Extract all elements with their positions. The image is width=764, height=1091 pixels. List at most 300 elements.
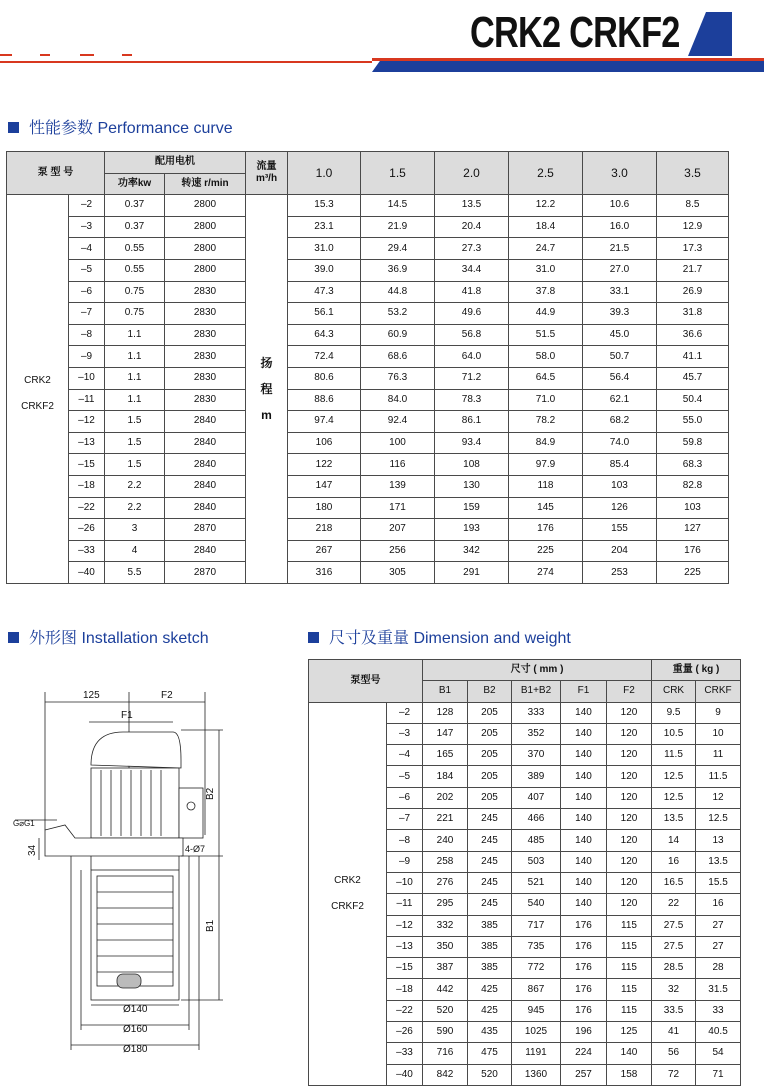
dim-value: 176 <box>561 979 607 1000</box>
motor-cover <box>91 732 181 768</box>
perf-head-value: 85.4 <box>583 454 657 476</box>
dim-model-suffix: –5 <box>387 766 423 787</box>
perf-head-value: 88.6 <box>288 389 361 411</box>
dim-value: 176 <box>561 958 607 979</box>
perf-row <box>7 454 729 476</box>
perf-head-value: 44.8 <box>361 281 435 303</box>
perf-head-value: 64.5 <box>509 367 583 389</box>
sketch-label-b2: B2 <box>205 787 216 800</box>
dim-value: 205 <box>468 787 512 808</box>
perf-head-value: 55.0 <box>657 411 729 433</box>
pump-inlet <box>117 974 141 988</box>
dim-header-size: 尺寸 ( mm ) <box>423 660 652 681</box>
dim-value: 9 <box>696 702 741 723</box>
perf-head-value: 86.1 <box>435 411 509 433</box>
perf-head-value: 33.1 <box>583 281 657 303</box>
dim-value: 385 <box>468 958 512 979</box>
perf-model-name <box>7 195 69 584</box>
perf-head-value: 45.0 <box>583 324 657 346</box>
model-name-a: CRK2 <box>24 375 51 387</box>
section-square-icon <box>8 632 19 643</box>
dim-value: 14 <box>652 830 696 851</box>
dim-value: 842 <box>423 1064 468 1085</box>
perf-head-value: 76.3 <box>361 367 435 389</box>
dim-value: 442 <box>423 979 468 1000</box>
dim-model-suffix: –40 <box>387 1064 423 1085</box>
dim-value: 27 <box>696 936 741 957</box>
perf-head-char: 程 <box>260 382 273 397</box>
perf-head-value: 225 <box>509 540 583 562</box>
dim-value: 205 <box>468 745 512 766</box>
perf-header-flow-label: 流量 <box>256 161 277 173</box>
dim-value: 389 <box>512 766 561 787</box>
perf-body <box>7 195 729 584</box>
dim-value: 590 <box>423 1022 468 1043</box>
dim-header-row <box>309 660 741 681</box>
dim-value: 772 <box>512 958 561 979</box>
dim-value: 205 <box>468 723 512 744</box>
perf-head-value: 59.8 <box>657 432 729 454</box>
perf-power: 3 <box>105 519 165 541</box>
dim-value: 140 <box>561 872 607 893</box>
dim-value: 295 <box>423 894 468 915</box>
perf-head-value: 27.3 <box>435 238 509 260</box>
dim-value: 140 <box>561 851 607 872</box>
dim-value: 33 <box>696 1000 741 1021</box>
dim-col-header: CRKF <box>696 681 741 702</box>
perf-head-value: 92.4 <box>361 411 435 433</box>
perf-head-value: 180 <box>288 497 361 519</box>
perf-head-char: 扬 <box>260 356 273 371</box>
dim-value: 120 <box>607 723 652 744</box>
perf-head-value: 23.1 <box>288 216 361 238</box>
perf-head-value: 78.3 <box>435 389 509 411</box>
perf-header-power: 功率kw <box>105 173 165 195</box>
dim-value: 120 <box>607 702 652 723</box>
dim-value: 520 <box>468 1064 512 1085</box>
dim-value: 115 <box>607 1000 652 1021</box>
perf-head-value: 68.3 <box>657 454 729 476</box>
dim-model-suffix: –10 <box>387 872 423 893</box>
perf-head-value: 204 <box>583 540 657 562</box>
perf-header-flow <box>246 152 288 195</box>
perf-model-suffix: –5 <box>69 259 105 281</box>
perf-header-motor: 配用电机 <box>105 152 246 174</box>
perf-row <box>7 281 729 303</box>
dim-value: 11.5 <box>652 745 696 766</box>
dim-model-suffix: –7 <box>387 809 423 830</box>
perf-model-suffix: –4 <box>69 238 105 260</box>
perf-power: 1.5 <box>105 411 165 433</box>
perf-head-value: 15.3 <box>288 195 361 217</box>
perf-head-value: 80.6 <box>288 367 361 389</box>
section-heading-installation: 外形图 Installation sketch <box>8 625 209 648</box>
dim-value: 33.5 <box>652 1000 696 1021</box>
dim-value: 115 <box>607 936 652 957</box>
perf-head-value: 31.8 <box>657 303 729 325</box>
dim-value: 16.5 <box>652 872 696 893</box>
dim-value: 245 <box>468 894 512 915</box>
dim-value: 485 <box>512 830 561 851</box>
perf-head-value: 103 <box>583 475 657 497</box>
dim-value: 945 <box>512 1000 561 1021</box>
model-name-a: CRK2 <box>334 874 361 886</box>
perf-head-value: 139 <box>361 475 435 497</box>
dim-value: 333 <box>512 702 561 723</box>
perf-head-value: 256 <box>361 540 435 562</box>
perf-head-value: 21.5 <box>583 238 657 260</box>
perf-head-value: 41.1 <box>657 346 729 368</box>
perf-head-value: 20.4 <box>435 216 509 238</box>
perf-model-suffix: –12 <box>69 411 105 433</box>
perf-power: 0.55 <box>105 259 165 281</box>
perf-head-label <box>246 195 288 584</box>
perf-model-suffix: –13 <box>69 432 105 454</box>
perf-model-suffix: –3 <box>69 216 105 238</box>
dim-value: 385 <box>468 915 512 936</box>
perf-head-value: 176 <box>657 540 729 562</box>
perf-row <box>7 411 729 433</box>
section-square-icon <box>308 632 319 643</box>
dim-value: 202 <box>423 787 468 808</box>
dim-model-suffix: –26 <box>387 1022 423 1043</box>
installation-sketch <box>5 660 230 1060</box>
dim-value: 12.5 <box>652 787 696 808</box>
dim-value: 224 <box>561 1043 607 1064</box>
dim-row <box>309 702 741 723</box>
section-heading-performance: 性能参数 Performance curve <box>8 115 233 138</box>
perf-head-value: 71.2 <box>435 367 509 389</box>
perf-head-value: 60.9 <box>361 324 435 346</box>
dim-value: 41 <box>652 1022 696 1043</box>
dim-model-suffix: –3 <box>387 723 423 744</box>
dim-value: 140 <box>607 1043 652 1064</box>
sketch-label-d180: Ø180 <box>123 1044 148 1055</box>
perf-model-suffix: –33 <box>69 540 105 562</box>
perf-head-value: 159 <box>435 497 509 519</box>
sketch-label-d140: Ø140 <box>123 1004 148 1015</box>
perf-head-value: 13.5 <box>435 195 509 217</box>
dim-value: 245 <box>468 809 512 830</box>
perf-flow-value: 1.0 <box>288 152 361 195</box>
dim-model-name <box>309 702 387 1085</box>
perf-power: 1.5 <box>105 432 165 454</box>
perf-head-value: 41.8 <box>435 281 509 303</box>
dim-value: 205 <box>468 766 512 787</box>
perf-head-value: 106 <box>288 432 361 454</box>
perf-head-value: 10.6 <box>583 195 657 217</box>
perf-head-value: 21.9 <box>361 216 435 238</box>
perf-model-suffix: –10 <box>69 367 105 389</box>
perf-head-value: 12.9 <box>657 216 729 238</box>
perf-head-value: 127 <box>657 519 729 541</box>
dim-value: 165 <box>423 745 468 766</box>
dim-model-suffix: –11 <box>387 894 423 915</box>
perf-flow-value: 2.5 <box>509 152 583 195</box>
perf-model-suffix: –15 <box>69 454 105 476</box>
dim-value: 120 <box>607 745 652 766</box>
perf-head-value: 78.2 <box>509 411 583 433</box>
dim-value: 13.5 <box>652 809 696 830</box>
dim-value: 120 <box>607 894 652 915</box>
dim-col-header: CRK <box>652 681 696 702</box>
perf-head-value: 58.0 <box>509 346 583 368</box>
perf-head-value: 207 <box>361 519 435 541</box>
dim-value: 196 <box>561 1022 607 1043</box>
terminal-box <box>179 788 203 838</box>
perf-head-value: 8.5 <box>657 195 729 217</box>
dim-model-suffix: –22 <box>387 1000 423 1021</box>
dim-value: 11.5 <box>696 766 741 787</box>
perf-head-value: 147 <box>288 475 361 497</box>
dim-model-suffix: –12 <box>387 915 423 936</box>
perf-power: 1.1 <box>105 324 165 346</box>
dim-value: 120 <box>607 872 652 893</box>
dim-value: 176 <box>561 915 607 936</box>
dim-value: 13 <box>696 830 741 851</box>
perf-head-value: 74.0 <box>583 432 657 454</box>
dim-value: 407 <box>512 787 561 808</box>
model-name-b: CRKF2 <box>331 900 364 912</box>
dim-value: 540 <box>512 894 561 915</box>
dim-value: 9.5 <box>652 702 696 723</box>
dim-value: 140 <box>561 809 607 830</box>
perf-power: 0.75 <box>105 281 165 303</box>
perf-head-value: 93.4 <box>435 432 509 454</box>
dim-value: 425 <box>468 979 512 1000</box>
dim-model-suffix: –9 <box>387 851 423 872</box>
motor-body <box>91 768 179 838</box>
dim-value: 350 <box>423 936 468 957</box>
dim-value: 147 <box>423 723 468 744</box>
perf-head-value: 56.4 <box>583 367 657 389</box>
header-red-band <box>372 58 764 61</box>
perf-head-value: 122 <box>288 454 361 476</box>
perf-row <box>7 238 729 260</box>
sketch-label-thread: G⌀G1 <box>13 819 35 828</box>
perf-head-value: 51.5 <box>509 324 583 346</box>
perf-speed: 2830 <box>165 324 246 346</box>
dim-value: 245 <box>468 830 512 851</box>
perf-speed: 2870 <box>165 519 246 541</box>
dim-value: 125 <box>607 1022 652 1043</box>
dim-value: 16 <box>696 894 741 915</box>
perf-speed: 2840 <box>165 540 246 562</box>
dim-value: 120 <box>607 809 652 830</box>
perf-head-char: m <box>261 408 272 423</box>
header-dash <box>80 54 94 56</box>
section-heading-dimension: 尺寸及重量 Dimension and weight <box>308 625 571 648</box>
performance-table <box>6 151 729 584</box>
dim-value: 12.5 <box>696 809 741 830</box>
perf-head-value: 291 <box>435 562 509 584</box>
perf-head-value: 53.2 <box>361 303 435 325</box>
dim-value: 717 <box>512 915 561 936</box>
perf-row <box>7 324 729 346</box>
perf-head-value: 12.2 <box>509 195 583 217</box>
perf-head-value: 68.2 <box>583 411 657 433</box>
header-dash <box>40 54 50 56</box>
perf-power: 1.1 <box>105 346 165 368</box>
perf-speed: 2840 <box>165 432 246 454</box>
perf-power: 1.1 <box>105 367 165 389</box>
header-logo-box <box>688 12 732 56</box>
dim-value: 22 <box>652 894 696 915</box>
dim-value: 521 <box>512 872 561 893</box>
dim-value: 13.5 <box>696 851 741 872</box>
perf-row <box>7 389 729 411</box>
perf-head-value: 97.9 <box>509 454 583 476</box>
dim-header-weight: 重量 ( kg ) <box>652 660 741 681</box>
perf-power: 4 <box>105 540 165 562</box>
perf-head-value: 103 <box>657 497 729 519</box>
perf-head-value: 39.3 <box>583 303 657 325</box>
perf-head-value: 97.4 <box>288 411 361 433</box>
dim-value: 10 <box>696 723 741 744</box>
perf-head-value: 176 <box>509 519 583 541</box>
perf-head-value: 14.5 <box>361 195 435 217</box>
header-dash <box>0 54 12 56</box>
dim-value: 31.5 <box>696 979 741 1000</box>
dim-value: 258 <box>423 851 468 872</box>
header-dash <box>122 54 132 56</box>
dim-value: 332 <box>423 915 468 936</box>
perf-head-value: 305 <box>361 562 435 584</box>
perf-speed: 2830 <box>165 346 246 368</box>
perf-head-value: 21.7 <box>657 259 729 281</box>
dim-value: 28.5 <box>652 958 696 979</box>
dim-value: 115 <box>607 915 652 936</box>
section-square-icon <box>8 122 19 133</box>
perf-flow-value: 2.0 <box>435 152 509 195</box>
perf-head-value: 253 <box>583 562 657 584</box>
perf-head-value: 36.6 <box>657 324 729 346</box>
perf-head-value: 218 <box>288 519 361 541</box>
dim-value: 276 <box>423 872 468 893</box>
perf-head-value: 34.4 <box>435 259 509 281</box>
perf-power: 0.37 <box>105 195 165 217</box>
perf-row <box>7 346 729 368</box>
perf-power: 0.75 <box>105 303 165 325</box>
perf-row <box>7 195 729 217</box>
dim-value: 466 <box>512 809 561 830</box>
dim-col-header: B1 <box>423 681 468 702</box>
perf-head-value: 49.6 <box>435 303 509 325</box>
dim-value: 120 <box>607 851 652 872</box>
perf-model-suffix: –6 <box>69 281 105 303</box>
perf-head-value: 100 <box>361 432 435 454</box>
dim-value: 221 <box>423 809 468 830</box>
perf-speed: 2800 <box>165 216 246 238</box>
dim-value: 11 <box>696 745 741 766</box>
dim-value: 71 <box>696 1064 741 1085</box>
dim-value: 240 <box>423 830 468 851</box>
perf-model-suffix: –8 <box>69 324 105 346</box>
dim-value: 128 <box>423 702 468 723</box>
perf-head-value: 44.9 <box>509 303 583 325</box>
perf-head-value: 130 <box>435 475 509 497</box>
perf-speed: 2830 <box>165 389 246 411</box>
perf-head-value: 45.7 <box>657 367 729 389</box>
perf-model-suffix: –26 <box>69 519 105 541</box>
dim-model-suffix: –6 <box>387 787 423 808</box>
perf-row <box>7 562 729 584</box>
dim-model-suffix: –2 <box>387 702 423 723</box>
dim-value: 115 <box>607 979 652 1000</box>
dim-model-suffix: –4 <box>387 745 423 766</box>
dim-model-suffix: –33 <box>387 1043 423 1064</box>
dim-model-suffix: –15 <box>387 958 423 979</box>
perf-head-value: 39.0 <box>288 259 361 281</box>
perf-power: 5.5 <box>105 562 165 584</box>
perf-head-value: 116 <box>361 454 435 476</box>
perf-head-value: 56.1 <box>288 303 361 325</box>
perf-power: 1.1 <box>105 389 165 411</box>
dim-value: 1360 <box>512 1064 561 1085</box>
perf-head-value: 274 <box>509 562 583 584</box>
perf-speed: 2830 <box>165 281 246 303</box>
dim-value: 115 <box>607 958 652 979</box>
perf-speed: 2840 <box>165 497 246 519</box>
dim-value: 27.5 <box>652 915 696 936</box>
perf-head-value: 84.0 <box>361 389 435 411</box>
perf-head-value: 267 <box>288 540 361 562</box>
dim-model-suffix: –13 <box>387 936 423 957</box>
dim-model-suffix: –18 <box>387 979 423 1000</box>
dim-value: 40.5 <box>696 1022 741 1043</box>
perf-head-value: 193 <box>435 519 509 541</box>
dim-value: 28 <box>696 958 741 979</box>
perf-head-value: 316 <box>288 562 361 584</box>
dim-value: 15.5 <box>696 872 741 893</box>
sketch-label-f1: F1 <box>121 710 133 721</box>
perf-head-value: 145 <box>509 497 583 519</box>
perf-head-value: 56.8 <box>435 324 509 346</box>
dim-value: 27 <box>696 915 741 936</box>
perf-speed: 2800 <box>165 195 246 217</box>
perf-row <box>7 303 729 325</box>
dim-value: 140 <box>561 745 607 766</box>
perf-model-suffix: –2 <box>69 195 105 217</box>
perf-model-suffix: –40 <box>69 562 105 584</box>
perf-head-value: 71.0 <box>509 389 583 411</box>
perf-head-value: 68.6 <box>361 346 435 368</box>
perf-speed: 2840 <box>165 475 246 497</box>
sketch-label-d160: Ø160 <box>123 1024 148 1035</box>
dim-value: 385 <box>468 936 512 957</box>
perf-head-value: 155 <box>583 519 657 541</box>
perf-speed: 2840 <box>165 411 246 433</box>
dim-value: 475 <box>468 1043 512 1064</box>
perf-head-value: 27.0 <box>583 259 657 281</box>
perf-header-speed: 转速 r/min <box>165 173 246 195</box>
dim-value: 32 <box>652 979 696 1000</box>
perf-flow-value: 3.5 <box>657 152 729 195</box>
dim-value: 716 <box>423 1043 468 1064</box>
perf-header-row <box>7 152 729 174</box>
perf-row <box>7 216 729 238</box>
dimension-table <box>308 659 741 1086</box>
perf-head-value: 31.0 <box>509 259 583 281</box>
perf-row <box>7 475 729 497</box>
perf-speed: 2840 <box>165 454 246 476</box>
perf-head-value: 24.7 <box>509 238 583 260</box>
perf-row <box>7 367 729 389</box>
perf-flow-value: 1.5 <box>361 152 435 195</box>
dim-value: 120 <box>607 787 652 808</box>
dim-value: 352 <box>512 723 561 744</box>
sketch-label-34: 34 <box>27 844 38 856</box>
